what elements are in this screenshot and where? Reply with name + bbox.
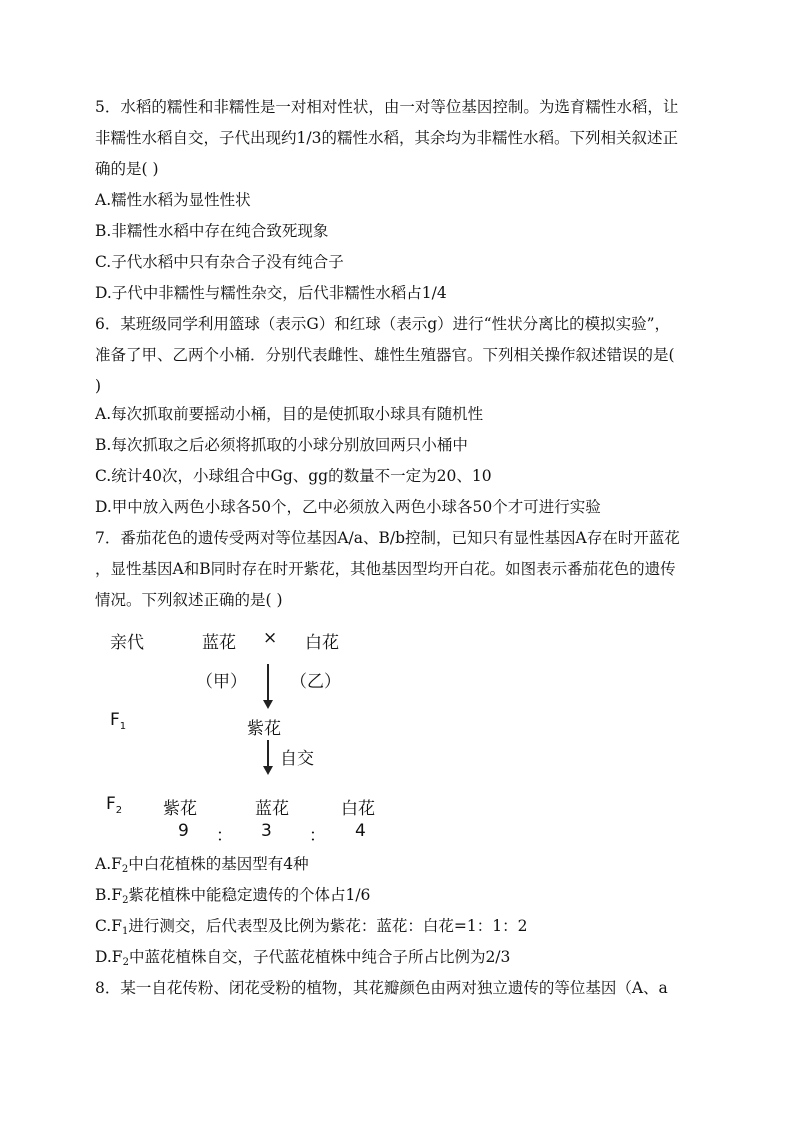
q6-stem-line-3: ) [95, 377, 102, 395]
selfing-arrow-line [267, 740, 269, 768]
f2-generation-label [106, 794, 122, 816]
q7-option-c-prefix: C.F [95, 917, 122, 935]
f2-subscript: 2 [115, 805, 123, 816]
ratio-blue: 3 [261, 821, 272, 841]
q5-option-d: D.子代中非糯性与糯性杂交，后代非糯性水稻占1/4 [95, 284, 447, 302]
q6-stem-line-2: 准备了甲、乙两个小桶．分别代表雌性、雄性生殖器官。下列相关操作叙述错误的是( [95, 346, 675, 364]
selfing-arrow-head [263, 766, 273, 775]
cross-symbol: × [263, 628, 278, 648]
q5-stem-line-1: 5．水稻的糯性和非糯性是一对相对性状，由一对等位基因控制。为选育糯性水稻，让 [95, 98, 679, 116]
ratio-white: 4 [355, 821, 366, 841]
parent1-name: （甲） [196, 672, 247, 692]
parent-generation-label: 亲代 [110, 633, 144, 653]
parent2-name: （乙） [290, 672, 341, 692]
q6-option-d: D.甲中放入两色小球各50个，乙中必须放入两色小球各50个才可进行实验 [95, 498, 601, 516]
q7-option-b-prefix: B.F [95, 886, 123, 904]
q5-option-b: B.非糯性水稻中存在纯合致死现象 [95, 222, 329, 240]
q7-option-c-subscript: 1 [122, 926, 129, 937]
f2-phenotype-blue: 蓝花 [255, 799, 289, 819]
f1-letter: F [110, 710, 120, 730]
q7-stem-line-2: ，显性基因A和B同时存在时开紫花，其他基因型均开白花。如图表示番茄花色的遗传 [95, 560, 676, 578]
q7-option-b [95, 884, 370, 912]
q6-option-a: A.每次抓取前要摇动小桶，目的是使抓取小球具有随机性 [95, 405, 484, 423]
q8-stem-line-1: 8．某一自花传粉、闭花受粉的植物，其花瓣颜色由两对独立遗传的等位基因（A、a [95, 979, 668, 997]
f2-phenotype-purple: 紫花 [163, 799, 197, 819]
cross-arrow-head [263, 700, 273, 709]
f1-generation-label [110, 710, 126, 732]
q5-option-c: C.子代水稻中只有杂合子没有纯合子 [95, 253, 344, 271]
q6-option-c: C.统计40次，小球组合中Gg、gg的数量不一定为20、10 [95, 467, 492, 485]
parent1-phenotype: 蓝花 [202, 633, 236, 653]
q7-option-d-subscript: 2 [122, 957, 129, 968]
q7-stem-line-3: 情况。下列叙述正确的是( ) [95, 591, 283, 609]
q6-option-b: B.每次抓取之后必须将抓取的小球分别放回两只小桶中 [95, 436, 468, 454]
selfing-label: 自交 [280, 749, 314, 769]
q7-option-c-text: 进行测交，后代表型及比例为紫花：蓝花：白花=1：1：2 [128, 917, 528, 935]
q7-option-b-subscript: 2 [122, 895, 129, 906]
q7-option-d [95, 946, 510, 974]
parent2-phenotype: 白花 [305, 633, 339, 653]
f1-phenotype: 紫花 [247, 719, 281, 739]
q7-option-c [95, 915, 527, 943]
q7-option-a [95, 853, 309, 881]
q5-stem-line-2: 非糯性水稻自交，子代出现约1/3的糯性水稻，其余均为非糯性水稻。下列相关叙述正 [95, 129, 678, 147]
q7-option-a-prefix: A.F [95, 855, 122, 873]
ratio-separator-1: ： [216, 826, 233, 846]
cross-arrow-line [267, 664, 269, 702]
q6-stem-line-1: 6．某班级同学利用篮球（表示G）和红球（表示g）进行“性状分离比的模拟实验”， [95, 315, 671, 333]
q7-option-d-text: 中蓝花植株自交，子代蓝花植株中纯合子所占比例为2/3 [128, 948, 511, 966]
q7-option-b-text: 紫花植株中能稳定遗传的个体占1/6 [128, 886, 371, 904]
ratio-separator-2: ： [309, 826, 326, 846]
q5-stem-line-3: 确的是( ) [95, 160, 159, 178]
f1-subscript: 1 [119, 721, 127, 732]
ratio-purple: 9 [178, 821, 189, 841]
f2-letter: F [106, 794, 116, 814]
q7-option-a-text: 中白花植株的基因型有4种 [128, 855, 309, 873]
q7-stem-line-1: 7．番茄花色的遗传受两对等位基因A/a、B/b控制，已知只有显性基因A存在时开蓝花 [95, 529, 680, 547]
q5-option-a: A.糯性水稻为显性性状 [95, 191, 251, 209]
q7-option-a-subscript: 2 [121, 864, 129, 875]
f2-phenotype-white: 白花 [341, 799, 375, 819]
q7-option-d-prefix: D.F [95, 948, 123, 966]
